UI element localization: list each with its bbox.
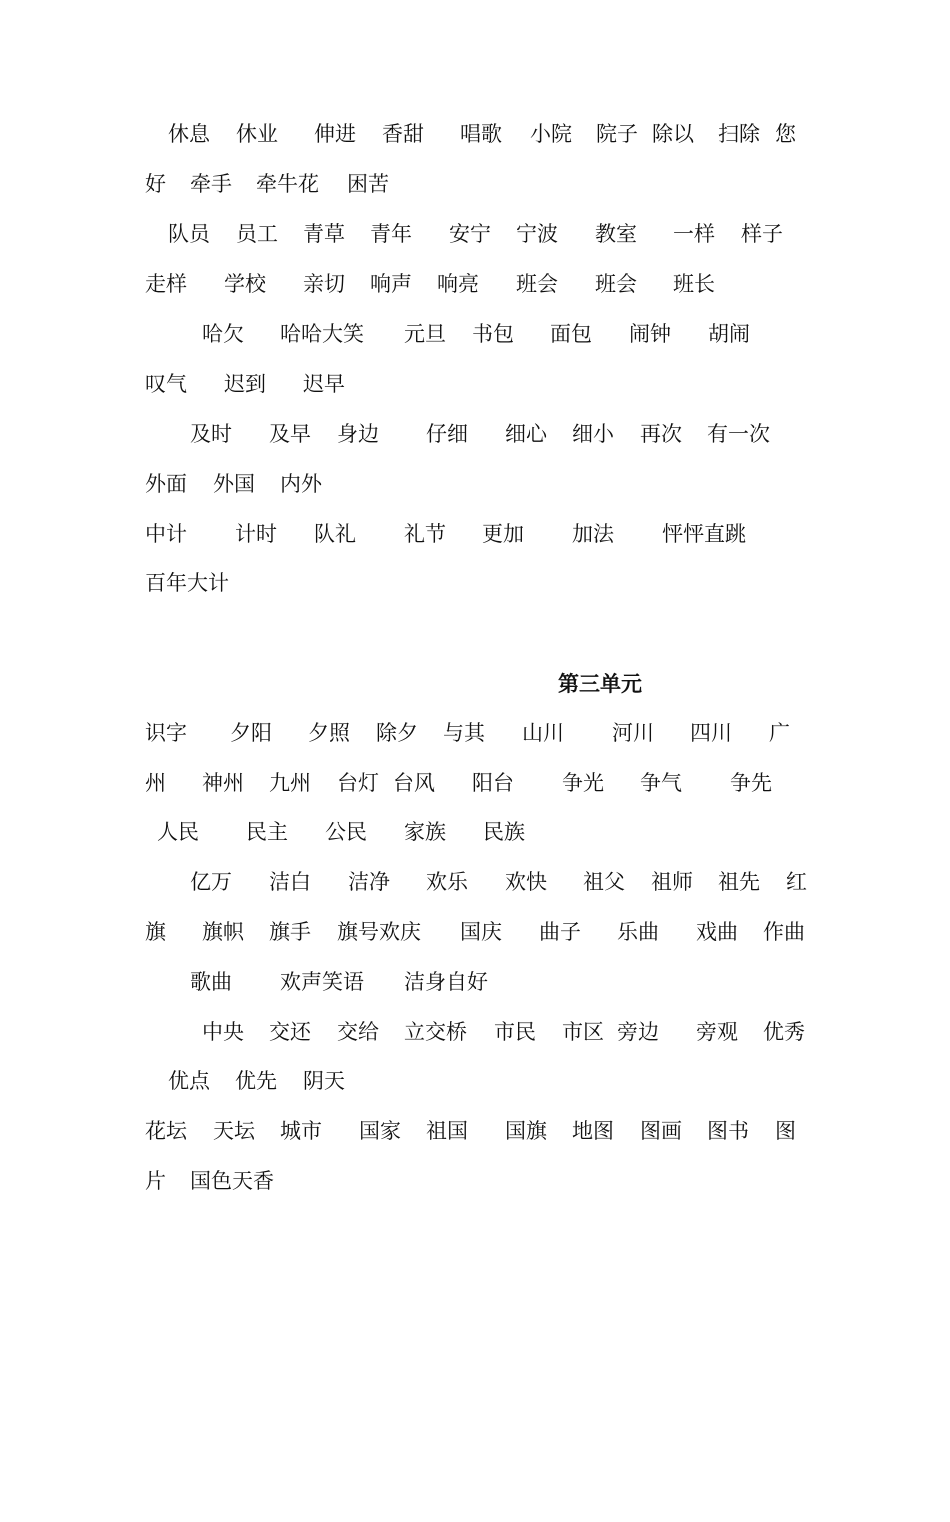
word: 外国 [213, 472, 255, 496]
word: 国色天香 [190, 1169, 274, 1193]
word-line [0, 815, 950, 849]
word: 争先 [730, 771, 772, 795]
word: 市民 [494, 1020, 536, 1044]
word: 争光 [562, 771, 604, 795]
word: 身边 [337, 422, 379, 446]
word: 再次 [640, 422, 682, 446]
word: 面包 [550, 322, 592, 346]
word: 仔细 [426, 422, 468, 446]
word: 与其 [443, 721, 485, 745]
word: 民族 [483, 820, 525, 844]
word: 好 [145, 172, 166, 196]
word: 旁边 [617, 1020, 659, 1044]
word: 更加 [482, 522, 524, 546]
word: 加法 [572, 522, 614, 546]
word: 祖先 [718, 870, 760, 894]
word: 旗手 [269, 920, 311, 944]
word: 中央 [202, 1020, 244, 1044]
word: 牵牛花 [256, 172, 319, 196]
word: 夕照 [308, 721, 350, 745]
word-line [0, 517, 950, 551]
word: 阴天 [303, 1069, 345, 1093]
word: 响亮 [437, 272, 479, 296]
word: 您 [775, 122, 796, 146]
word: 百年大计 [145, 571, 229, 595]
word: 一样 [673, 222, 715, 246]
word: 地图 [572, 1119, 614, 1143]
word: 计时 [235, 522, 277, 546]
word-line [0, 317, 950, 351]
word: 教室 [595, 222, 637, 246]
word-line [0, 865, 950, 899]
word: 国庆 [460, 920, 502, 944]
word-line [0, 1114, 950, 1148]
word: 迟早 [303, 372, 345, 396]
word: 班会 [595, 272, 637, 296]
word: 学校 [224, 272, 266, 296]
word: 民主 [246, 820, 288, 844]
word: 城市 [280, 1119, 322, 1143]
word: 市区 [562, 1020, 604, 1044]
word: 祖国 [426, 1119, 468, 1143]
word: 小院 [530, 122, 572, 146]
word: 旗帜 [202, 920, 244, 944]
word: 员工 [236, 222, 278, 246]
word-line [0, 1164, 950, 1198]
word-line [0, 167, 950, 201]
word: 内外 [280, 472, 322, 496]
word: 走样 [145, 272, 187, 296]
word-line [0, 267, 950, 301]
word: 台风 [393, 771, 435, 795]
word: 闹钟 [629, 322, 671, 346]
word: 书包 [472, 322, 514, 346]
word: 旗号欢庆 [337, 920, 421, 944]
word-line [0, 117, 950, 151]
word: 元旦 [404, 322, 446, 346]
word: 识字 [145, 721, 187, 745]
word: 图画 [640, 1119, 682, 1143]
word: 人民 [157, 820, 199, 844]
word: 班会 [516, 272, 558, 296]
word: 困苦 [347, 172, 389, 196]
word: 怦怦直跳 [662, 522, 746, 546]
word: 细小 [572, 422, 614, 446]
word: 唱歌 [460, 122, 502, 146]
word: 亲切 [303, 272, 345, 296]
word: 亿万 [190, 870, 232, 894]
word: 哈欠 [202, 322, 244, 346]
word: 扫除 [718, 122, 760, 146]
word: 曲子 [539, 920, 581, 944]
word: 旗 [145, 920, 166, 944]
word-line [0, 965, 950, 999]
word: 院子 [596, 122, 638, 146]
word: 香甜 [382, 122, 424, 146]
word: 优秀 [763, 1020, 805, 1044]
word: 国旗 [505, 1119, 547, 1143]
word: 天坛 [213, 1119, 255, 1143]
word-line [0, 766, 950, 800]
word: 宁波 [516, 222, 558, 246]
word: 迟到 [224, 372, 266, 396]
word: 广 [769, 721, 790, 745]
word: 作曲 [763, 920, 805, 944]
word: 休业 [236, 122, 278, 146]
word: 图 [775, 1119, 796, 1143]
word: 山川 [522, 721, 564, 745]
word: 红 [786, 870, 807, 894]
word: 花坛 [145, 1119, 187, 1143]
word: 礼节 [404, 522, 446, 546]
word: 有一次 [707, 422, 770, 446]
word: 队礼 [314, 522, 356, 546]
word: 歌曲 [190, 970, 232, 994]
word: 样子 [741, 222, 783, 246]
word: 响声 [370, 272, 412, 296]
word: 哈哈大笑 [280, 322, 364, 346]
word: 欢乐 [426, 870, 468, 894]
word: 班长 [673, 272, 715, 296]
word: 九州 [269, 771, 311, 795]
word: 优点 [168, 1069, 210, 1093]
word: 祖父 [583, 870, 625, 894]
word: 国家 [359, 1119, 401, 1143]
word: 立交桥 [404, 1020, 467, 1044]
word: 阳台 [472, 771, 514, 795]
word-line [0, 367, 950, 401]
word: 伸进 [314, 122, 356, 146]
word-line [0, 915, 950, 949]
word: 洁净 [348, 870, 390, 894]
word-line [0, 417, 950, 451]
word: 青草 [303, 222, 345, 246]
word: 优先 [235, 1069, 277, 1093]
word: 及时 [190, 422, 232, 446]
word: 神州 [202, 771, 244, 795]
word: 祖师 [651, 870, 693, 894]
word: 四川 [690, 721, 732, 745]
word: 夕阳 [230, 721, 272, 745]
word: 除以 [652, 122, 694, 146]
word: 休息 [168, 122, 210, 146]
word: 胡闹 [708, 322, 750, 346]
word: 外面 [145, 472, 187, 496]
word: 牵手 [190, 172, 232, 196]
word: 乐曲 [617, 920, 659, 944]
word-line [0, 217, 950, 251]
word: 欢快 [505, 870, 547, 894]
word: 细心 [505, 422, 547, 446]
word: 片 [145, 1169, 166, 1193]
word: 及早 [269, 422, 311, 446]
word-line [0, 467, 950, 501]
word: 州 [145, 771, 166, 795]
word: 旁观 [696, 1020, 738, 1044]
word-line [0, 1064, 950, 1098]
word: 家族 [404, 820, 446, 844]
word: 图书 [707, 1119, 749, 1143]
word: 队员 [168, 222, 210, 246]
word: 欢声笑语 [280, 970, 364, 994]
word: 公民 [325, 820, 367, 844]
word: 中计 [145, 522, 187, 546]
word: 戏曲 [696, 920, 738, 944]
word: 台灯 [337, 771, 379, 795]
word: 安宁 [449, 222, 491, 246]
word: 洁白 [269, 870, 311, 894]
word: 除夕 [376, 721, 418, 745]
section-heading: 第三单元 [558, 671, 642, 696]
word: 争气 [640, 771, 682, 795]
word-line [0, 1015, 950, 1049]
word: 叹气 [145, 372, 187, 396]
word-line [0, 716, 950, 750]
word: 青年 [370, 222, 412, 246]
word: 交给 [337, 1020, 379, 1044]
word-line [0, 566, 950, 600]
word: 河川 [612, 721, 654, 745]
word: 交还 [269, 1020, 311, 1044]
word: 洁身自好 [404, 970, 488, 994]
